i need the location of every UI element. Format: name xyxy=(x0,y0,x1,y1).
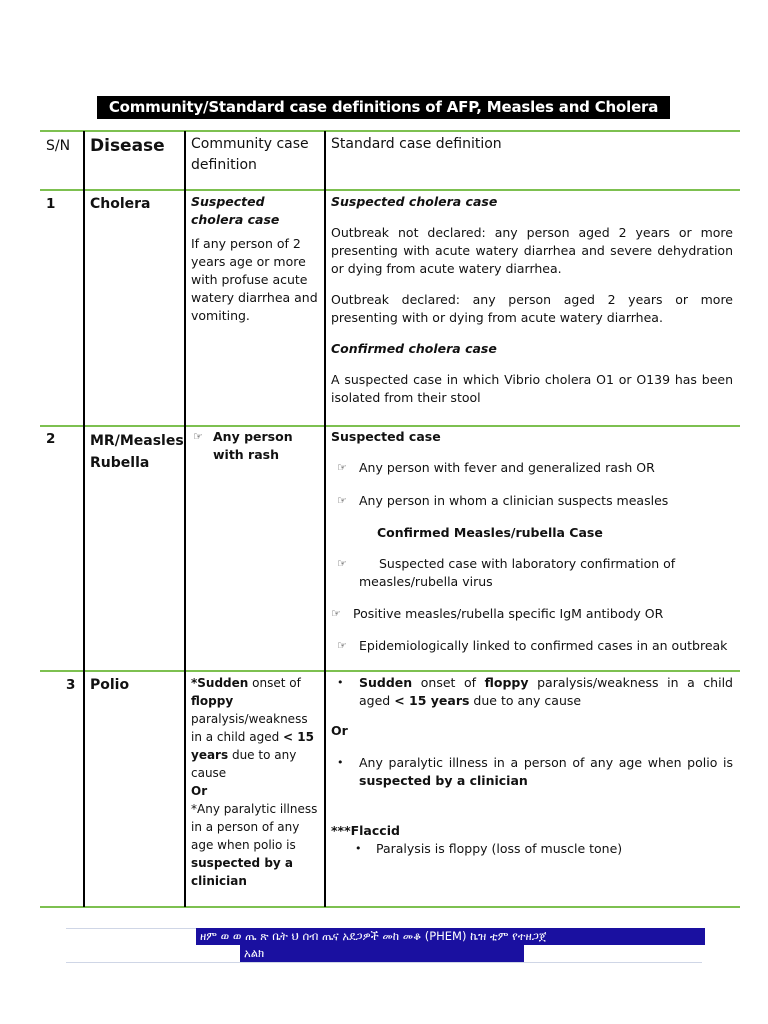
row-sn: 2 xyxy=(46,431,56,447)
header-disease: Disease xyxy=(90,136,165,156)
header-sn: S/N xyxy=(46,138,71,154)
community-definition xyxy=(191,674,321,890)
disease-name: Cholera xyxy=(90,196,151,212)
standard-subtitle: Suspected case xyxy=(331,429,441,444)
bullet-dot-icon: • xyxy=(337,676,344,689)
bullet-dot-icon: • xyxy=(355,842,362,855)
community-text: If any person of 2 years age or more with profuse acute watery diarrhea and vomiting. xyxy=(191,236,318,323)
standard-subtitle: Confirmed cholera case xyxy=(331,341,497,356)
list-item: ☞ Epidemiologically linked to confirmed cases in an outbreak xyxy=(337,638,728,653)
list-item: ☞ Any person in whom a clinician suspects measles xyxy=(337,493,669,508)
standard-definition xyxy=(331,428,733,655)
table-bottom-rule xyxy=(40,906,740,908)
header-community: Community case definition xyxy=(191,136,309,173)
community-subtitle: Suspected cholera case xyxy=(191,194,280,227)
or-label: Or xyxy=(331,723,348,738)
table-top-rule xyxy=(40,130,740,132)
standard-definition xyxy=(331,193,733,407)
community-definition xyxy=(191,428,321,464)
column-divider xyxy=(83,131,85,907)
pointing-hand-icon: ☞ xyxy=(337,494,347,507)
list-item: ☞ Any person with fever and generalized rash OR xyxy=(337,460,655,475)
pointing-hand-icon: ☞ xyxy=(337,461,347,474)
list-item: • Sudden onset of floppy paralysis/weakness in a child aged < 15 years due to any cause xyxy=(337,675,733,708)
or-label: Or xyxy=(191,784,208,798)
list-item: • Paralysis is floppy (loss of muscle tone) xyxy=(355,841,623,856)
footer-text: ዘም ወ ወ ጤ ጽ ቤት ህ ሰብ ጤና አደጋዎች መከ መቆ (PHEM) ኬዝ ቲም የተዘጋጀ xyxy=(196,928,705,945)
standard-definition xyxy=(331,674,733,858)
standard-paragraph: A suspected case in which Vibrio cholera O1 or O139 has been isolated from their stool xyxy=(331,372,733,405)
list-item: ☞ Suspected case with laboratory confirmation of measles/rubella virus xyxy=(337,556,676,589)
row-sn: 1 xyxy=(46,196,56,212)
column-divider xyxy=(324,131,326,907)
flaccid-heading: ***Flaccid xyxy=(331,823,400,838)
row-sn: 3 xyxy=(66,677,76,693)
footer-rule xyxy=(66,962,702,963)
community-text: *Sudden onset of xyxy=(191,676,301,690)
row-divider xyxy=(40,670,740,672)
community-text: paralysis/weakness in a child aged < 15 years due to any cause xyxy=(191,712,314,780)
standard-paragraph: Outbreak declared: any person aged 2 years or more presenting with or dying from acute watery diarrhea. xyxy=(331,292,733,325)
pointing-hand-icon: ☞ xyxy=(337,639,347,652)
bullet-dot-icon: • xyxy=(337,756,344,769)
pointing-hand-icon: ☞ xyxy=(331,607,341,620)
row-divider xyxy=(40,189,740,191)
list-item: ☞ Any person with rash xyxy=(193,429,293,462)
disease-name: MR/Measles Rubella xyxy=(90,433,184,471)
standard-subtitle: Confirmed Measles/rubella Case xyxy=(377,525,603,540)
header-standard: Standard case definition xyxy=(331,136,502,152)
list-item: • Any paralytic illness in a person of any age when polio is suspected by a clinician xyxy=(337,755,733,788)
document-title: Community/Standard case definitions of AFP, Measles and Cholera xyxy=(97,96,670,119)
pointing-hand-icon: ☞ xyxy=(193,430,203,443)
community-text: floppy xyxy=(191,694,234,708)
disease-name: Polio xyxy=(90,677,130,693)
community-text: *Any paralytic illness in a person of any age when polio is xyxy=(191,802,318,852)
column-divider xyxy=(184,131,186,907)
community-definition xyxy=(191,193,319,325)
row-divider xyxy=(40,425,740,427)
footer-text: አልክ xyxy=(240,945,524,962)
community-text: suspected by a clinician xyxy=(191,856,293,888)
standard-subtitle: Suspected cholera case xyxy=(331,194,498,209)
list-item: ☞ Positive measles/rubella specific IgM antibody OR xyxy=(331,606,664,621)
standard-paragraph: Outbreak not declared: any person aged 2 years or more presenting with acute watery diarrhea and severe dehydration or dying from acute watery diarrhea. xyxy=(331,225,733,276)
pointing-hand-icon: ☞ xyxy=(337,557,347,570)
